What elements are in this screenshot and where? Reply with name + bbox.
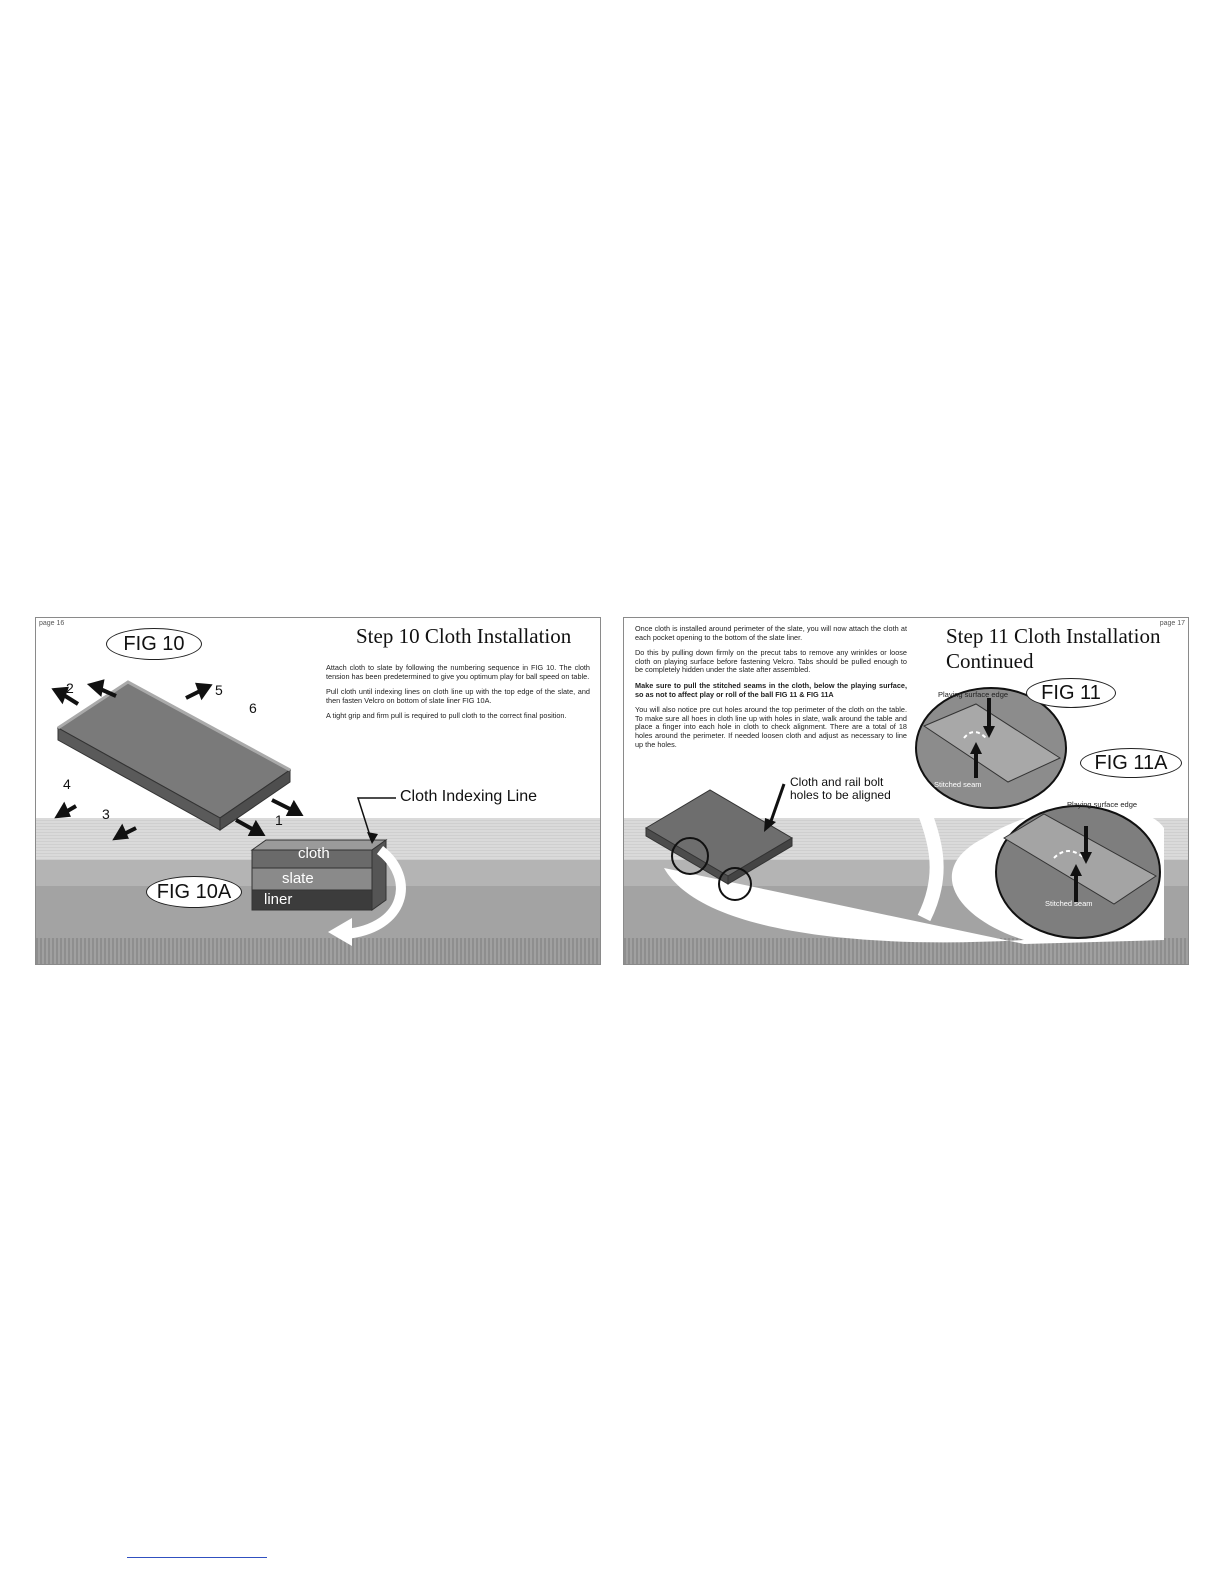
page-number: page 17: [1159, 620, 1185, 627]
playing-surface-edge-label: Playing surface edge: [1067, 800, 1138, 809]
sequence-number: 6: [249, 700, 257, 716]
instructions-text: [635, 625, 907, 756]
stitched-seam-label: Stitched seam: [1045, 899, 1093, 908]
liner-layer-label: liner: [264, 891, 293, 908]
sequence-number: 3: [102, 806, 110, 822]
fig-10-label: FIG 10: [106, 628, 202, 660]
page-17-panel: [623, 617, 1189, 965]
fig-10a-label: FIG 10A: [146, 876, 242, 908]
instruction-paragraph: You will also notice pre cut holes around the top perimeter of the cloth on the table. To make sure all hoes in cloth line up with holes in slate, walk around the table and place a finger into each hole in cloth to check alignment. There are a total of 18 holes around the perimeter. If needed loosen cloth and adjust as necessary to line up the holes.: [635, 705, 907, 749]
callout-line-2: holes to be aligned: [790, 788, 891, 802]
page-title: Step 10 Cloth Installation: [356, 624, 572, 648]
playing-surface-edge-label: Playing surface edge: [938, 690, 1009, 699]
fig-11-label: FIG 11: [1026, 678, 1116, 708]
holes-aligned-callout: [790, 776, 891, 802]
stitched-seam-label: Stitched seam: [934, 780, 982, 789]
cloth-layer-label: cloth: [298, 845, 330, 862]
page-16-panel: [35, 617, 601, 965]
sequence-number: 1: [275, 812, 283, 828]
sequence-number: 5: [215, 682, 223, 698]
instruction-paragraph-bold: Make sure to pull the stitched seams in the cloth, below the playing surface, so as not to affect play or roll of the ball FIG 11 & FIG 11A: [635, 680, 907, 699]
fig-11a-label: FIG 11A: [1080, 748, 1182, 778]
sequence-number: 4: [63, 776, 71, 792]
title-line-1: Step 11 Cloth Installation: [946, 624, 1161, 648]
instructions-text: [326, 664, 590, 728]
page-title: [946, 624, 1160, 674]
sequence-number: 2: [66, 680, 74, 696]
instruction-paragraph: Do this by pulling down firmly on the precut tabs to remove any wrinkles or loose cloth on playing surface before fastening Velcro. Tabs should be pulled enough to be completely hidden under the slate after assembled.: [635, 648, 907, 675]
instruction-paragraph: A tight grip and firm pull is required to pull cloth to the correct final position.: [326, 711, 567, 721]
callout-line-1: Cloth and rail bolt: [790, 775, 884, 789]
instruction-paragraph: Once cloth is installed around perimeter of the slate, you will now attach the cloth at each pocket opening to the bottom of the slate liner.: [635, 624, 907, 642]
page-number: page 16: [39, 620, 65, 627]
instruction-paragraph: Attach cloth to slate by following the numbering sequence in FIG 10. The cloth tension has been predetermined to give you optimum play for ball speed on table.: [326, 663, 590, 681]
cloth-indexing-line-callout: Cloth Indexing Line: [400, 788, 537, 805]
instruction-paragraph: Pull cloth until indexing lines on cloth line up with the top edge of the slate, and then fasten Velcro on bottom of slate liner FIG 10A.: [326, 687, 590, 705]
title-line-2: Continued: [946, 649, 1034, 673]
footer-rule: [127, 1557, 267, 1558]
slate-layer-label: slate: [282, 870, 314, 887]
